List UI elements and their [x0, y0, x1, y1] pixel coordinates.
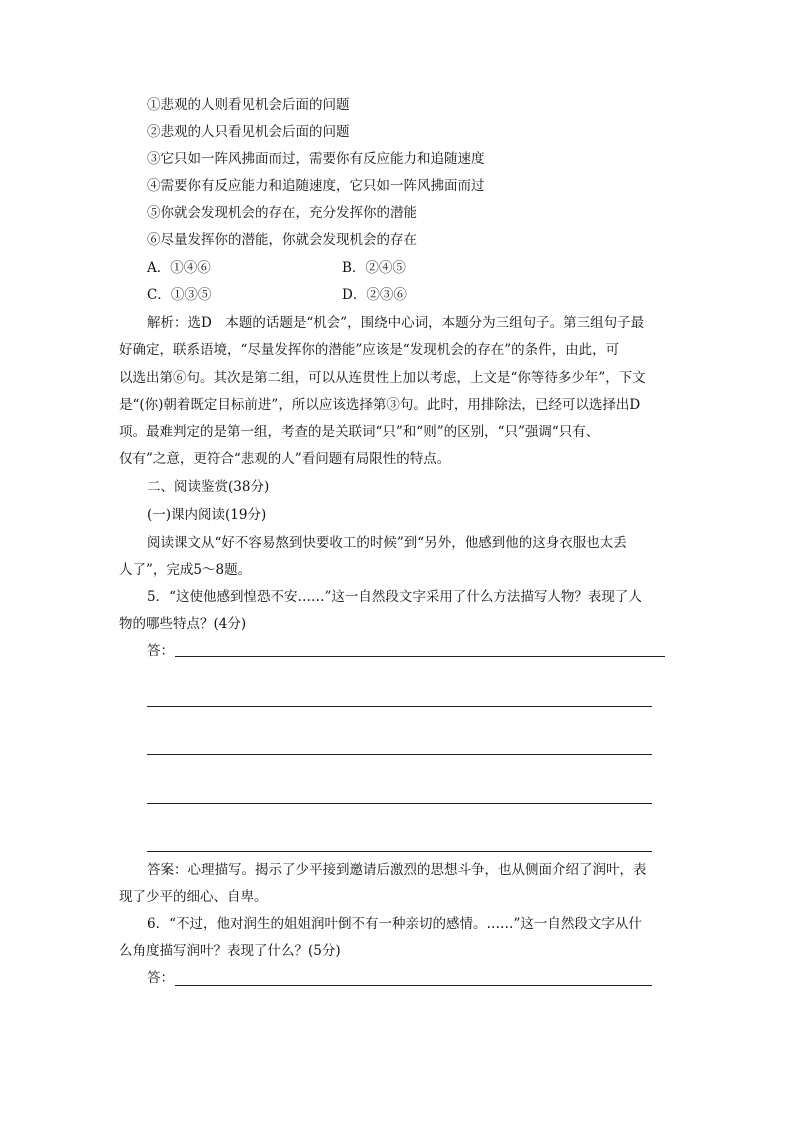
option-6: ⑥尽量发挥你的潜能，你就会发现机会的存在	[147, 232, 417, 248]
reading-intro-line-2: 人了”，完成5～8题。	[119, 562, 252, 578]
answer-blank-line-5-1[interactable]	[175, 656, 665, 657]
analysis-line-6: 仅有”之意，更符合“悲观的人”看问题有局限性的特点。	[119, 451, 451, 467]
answer-5-line-2: 现了少平的细心、自卑。	[119, 889, 268, 905]
reading-intro-line-1: 阅读课文从“好不容易熬到快要收工的时候”到“另外，他感到他的这身衣服也太丢	[147, 535, 627, 551]
option-4: ④需要你有反应能力和追随速度，它只如一阵风拂面而过	[147, 178, 485, 194]
analysis-line-4: 是“(你)朝着既定目标前进”，所以应该选择第③句。此时，用排除法，已经可以选择出D	[119, 397, 641, 413]
section-heading-reading: 二、阅读鉴赏(38分)	[147, 479, 270, 495]
choice-c: C．①③⑤	[147, 287, 212, 303]
question-6-line-2: 么角度描写润叶？表现了什么？(5分)	[119, 943, 341, 959]
answer-label-5: 答：	[147, 643, 174, 659]
answer-blank-line-5-2[interactable]	[147, 706, 652, 707]
option-1: ①悲观的人则看见机会后面的问题	[147, 97, 350, 113]
question-5-line-2: 物的哪些特点？(4分)	[119, 616, 247, 632]
analysis-line-2: 好确定，联系语境，“尽量发挥你的潜能”应该是“发现机会的存在”的条件，由此，可	[119, 342, 620, 358]
choice-b: B．②④⑤	[342, 260, 406, 276]
option-5: ⑤你就会发现机会的存在，充分发挥你的潜能	[147, 205, 417, 221]
question-6-line-1: 6．“不过，他对润生的姐姐润叶倒不有一种亲切的感情。……”这一自然段文字从什	[147, 916, 642, 932]
analysis-line-3: 以选出第⑥句。其次是第二组，可以从连贯性上加以考虑，上文是“你等待多少年”，下文	[119, 370, 646, 386]
choice-d: D．②③⑥	[342, 287, 407, 303]
option-2: ②悲观的人只看见机会后面的问题	[147, 124, 350, 140]
analysis-line-5: 项。最难判定的是第一组，考查的是关联词“只”和“则”的区别，“只”强调“只有、	[119, 424, 600, 440]
option-3: ③它只如一阵风拂面而过，需要你有反应能力和追随速度	[147, 151, 485, 167]
answer-blank-line-5-4[interactable]	[147, 803, 652, 804]
answer-blank-line-5-3[interactable]	[147, 754, 652, 755]
subsection-heading-in-class: (一)课内阅读(19分)	[147, 507, 267, 523]
answer-5-line-1: 答案：心理描写。揭示了少平接到邀请后激烈的思想斗争，也从侧面介绍了润叶，表	[147, 862, 647, 878]
choice-a: A．①④⑥	[147, 260, 211, 276]
analysis-line-1: 解析：选D 本题的话题是“机会”，围绕中心词，本题分为三组句子。第三组句子最	[147, 315, 645, 331]
answer-label-6: 答：	[147, 970, 174, 986]
question-5-line-1: 5．“这使他感到惶恐不安……”这一自然段文字采用了什么方法描写人物？表现了人	[147, 589, 642, 605]
answer-blank-line-5-5[interactable]	[147, 851, 652, 852]
answer-blank-line-6-1[interactable]	[175, 985, 652, 986]
